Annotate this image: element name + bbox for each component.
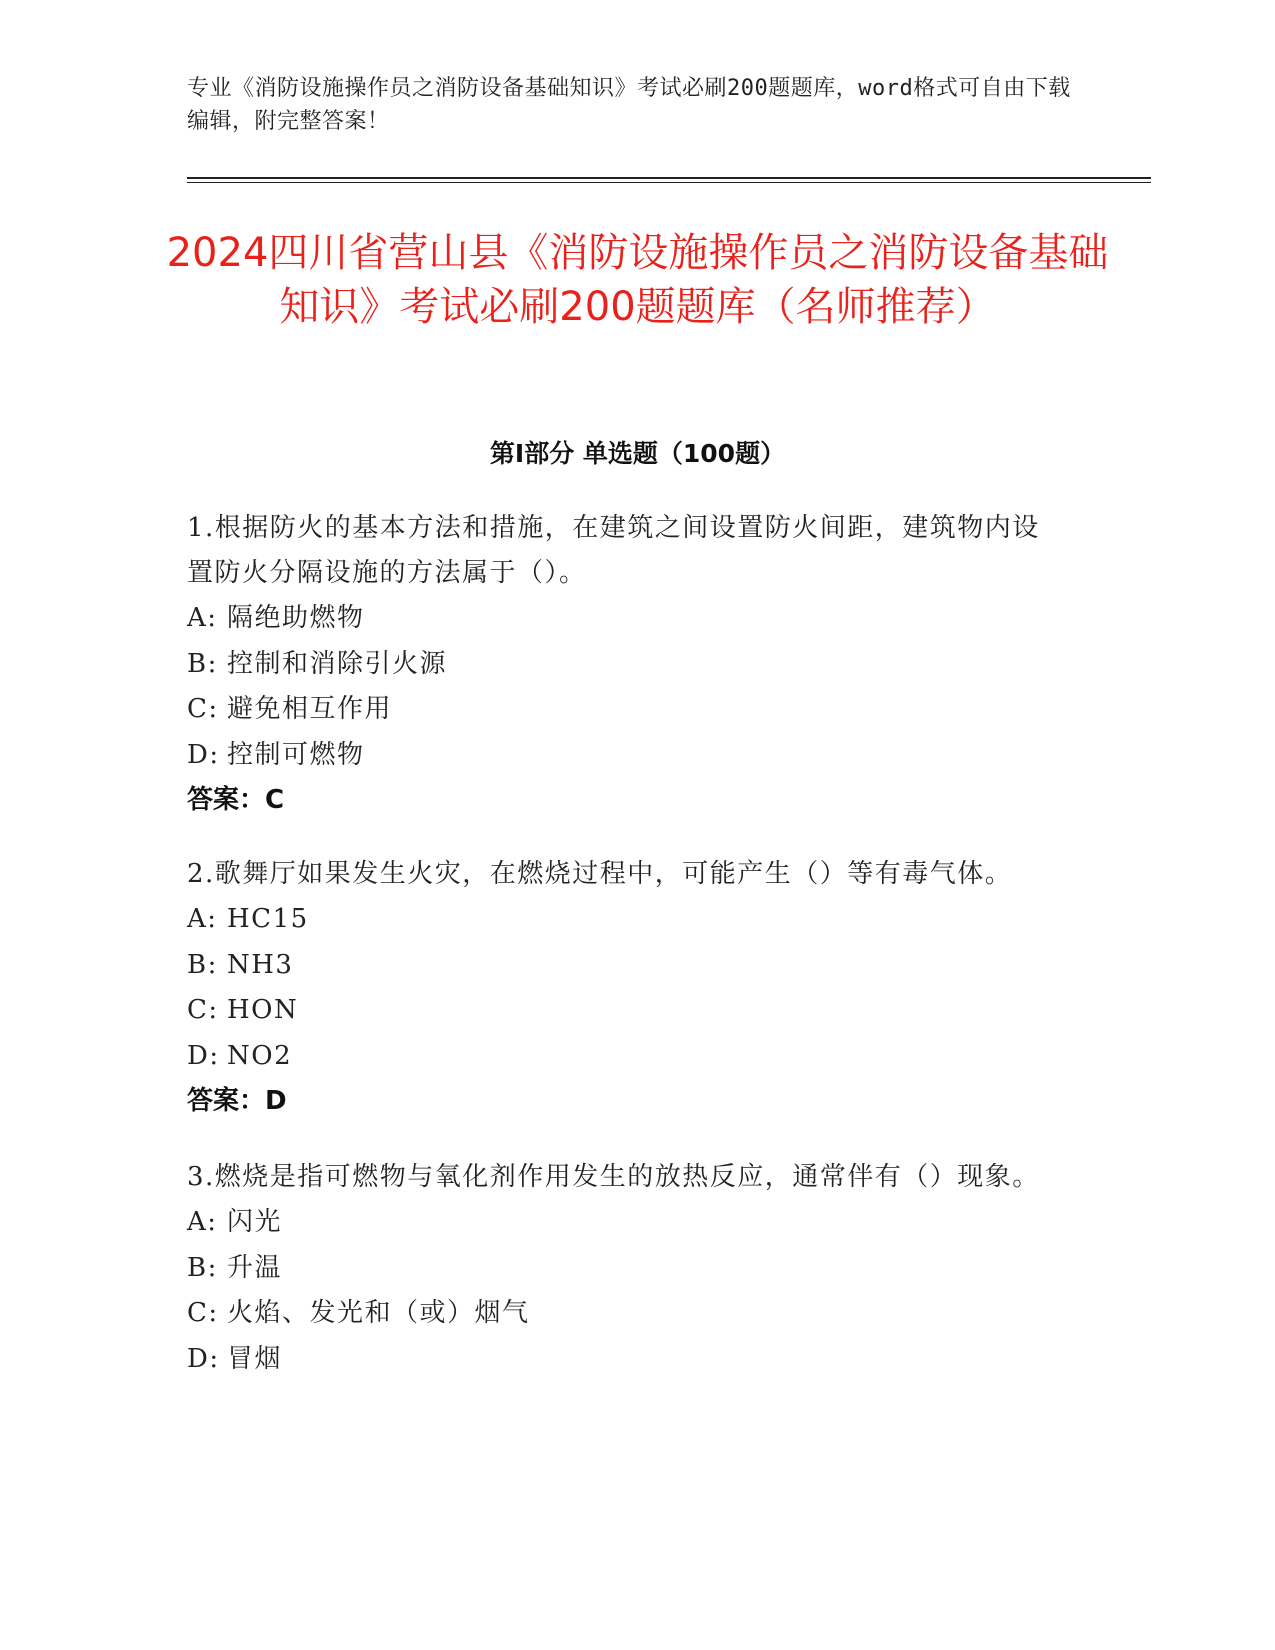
option-d: [187, 1034, 1067, 1080]
option-d: [187, 1337, 1067, 1383]
option-c: [187, 687, 1067, 733]
option-letter: B:: [187, 1252, 218, 1283]
answer-line: 答案：D: [187, 1086, 287, 1116]
option-text: HON: [227, 995, 299, 1025]
option-letter: A:: [187, 1207, 218, 1237]
question-stem: 1.根据防火的基本方法和措施，在建筑之间设置防火间距，建筑物内设置防火分隔设施的方法属于（）。: [187, 513, 1040, 588]
option-d: [187, 733, 1067, 779]
question-2: [187, 852, 1067, 1124]
question-stem: 2.歌舞厅如果发生火灾，在燃烧过程中，可能产生（）等有毒气体。: [187, 859, 1013, 889]
section-title: 第I部分 单选题（100题）: [489, 439, 786, 468]
option-text: 升温: [227, 1252, 283, 1283]
option-a: [187, 596, 1067, 642]
option-letter: C:: [187, 694, 219, 724]
option-text: NO2: [227, 1040, 293, 1071]
option-text: 隔绝助燃物: [227, 603, 365, 633]
option-c: [187, 1291, 1067, 1337]
header-divider-thick: [187, 177, 1151, 179]
option-letter: B:: [187, 949, 218, 980]
option-text: 控制和消除引火源: [227, 648, 448, 679]
option-text: 闪光: [227, 1207, 283, 1237]
option-letter: C:: [187, 1298, 219, 1328]
option-b: [187, 943, 1067, 989]
option-text: 火焰、发光和（或）烟气: [227, 1298, 530, 1328]
answer-line: 答案：C: [187, 785, 285, 815]
option-text: NH3: [227, 949, 294, 980]
option-b: [187, 642, 1067, 688]
option-text: 冒烟: [227, 1343, 283, 1374]
option-letter: B:: [187, 648, 218, 679]
option-b: [187, 1246, 1067, 1292]
option-text: 控制可燃物: [227, 739, 365, 770]
question-1: [187, 506, 1067, 823]
question-3: [187, 1155, 1067, 1382]
option-letter: A:: [187, 603, 218, 633]
question-stem: 3.燃烧是指可燃物与氧化剂作用发生的放热反应，通常伴有（）现象。: [187, 1162, 1040, 1192]
option-letter: D:: [187, 1343, 220, 1374]
option-text: 避免相互作用: [227, 694, 393, 724]
option-letter: D:: [187, 1040, 220, 1071]
option-c: [187, 988, 1067, 1034]
header-divider-thin: [187, 182, 1151, 183]
document-title: 2024四川省营山县《消防设施操作员之消防设备基础知识》考试必刷200题题库（名师推荐）: [166, 230, 1109, 330]
option-letter: D:: [187, 739, 220, 770]
option-letter: C:: [187, 995, 219, 1025]
option-a: [187, 897, 1067, 943]
option-text: HC15: [227, 904, 309, 934]
option-a: [187, 1200, 1067, 1246]
option-letter: A:: [187, 904, 218, 934]
header-note: 专业《消防设施操作员之消防设备基础知识》考试必刷200题题库，word格式可自由下载编辑，附完整答案！: [187, 76, 1071, 134]
